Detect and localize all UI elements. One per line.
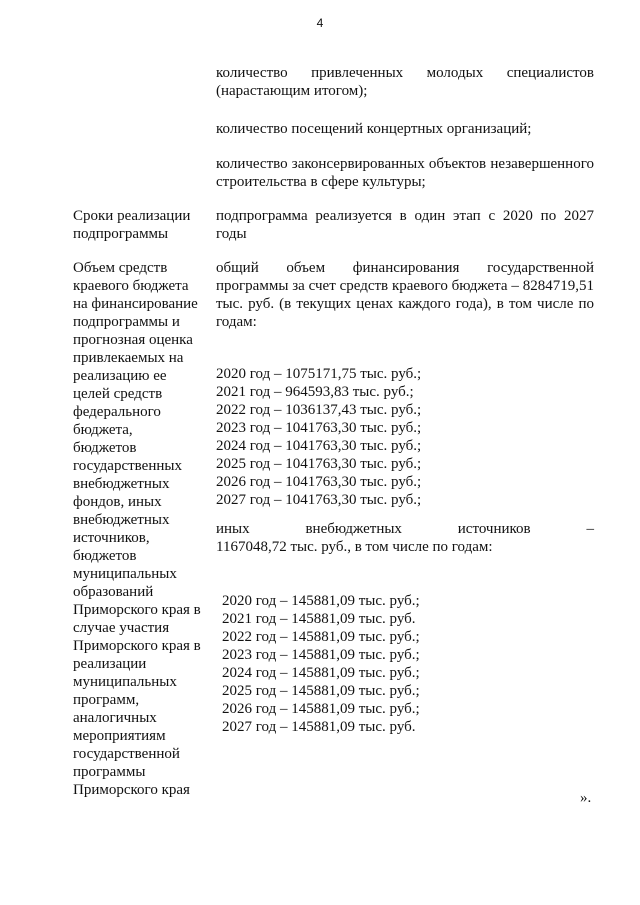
extra-year-item: 2023 год – 145881,09 тыс. руб.; [222,647,420,663]
volume-label-line: внебюджетных [73,476,170,492]
regional-year-item: 2022 год – 1036137,43 тыс. руб.; [216,402,422,418]
volume-label-line: муниципальных [73,566,177,582]
volume-label-line: подпрограммы и [73,314,180,330]
regional-year-item: 2026 год – 1041763,30 тыс. руб.; [216,474,422,490]
volume-label-line: программы [73,764,146,780]
volume-label-line: Приморского края в [73,602,201,618]
volume-label-line: случае участия [73,620,170,636]
volume-label-line: бюджетов [73,440,137,456]
extra-year-item: 2027 год – 145881,09 тыс. руб. [222,719,416,735]
volume-label-line: государственной [73,746,180,762]
volume-label-line: прогнозная оценка [73,332,193,348]
regional-year-item: 2024 год – 1041763,30 тыс. руб.; [216,438,422,454]
terms-value: подпрограмма реализуется в один этап с 2020 по 2027 годы [216,208,594,242]
extra-years-list [222,592,420,736]
intro-item-3: количество законсервированных объектов незавершенного строительства в сфере культуры; [216,156,594,190]
page-number: 4 [316,16,324,30]
extra-year-item: 2026 год – 145881,09 тыс. руб.; [222,701,420,717]
volume-label-line: на финансирование [73,296,198,312]
volume-label-line: фондов, иных [73,494,162,510]
volume-label-line: реализации [73,656,147,672]
volume-label-line: федерального [73,404,161,420]
volume-label-line: аналогичных [73,710,157,726]
volume-label-line: привлекаемых на [73,350,184,366]
regional-year-item: 2021 год – 964593,83 тыс. руб.; [216,384,414,400]
regional-budget-intro: общий объем финансирования государственной программы за счет средств краевого бюджета – 8284719,51 тыс. руб. (в текущих ценах каждого года), в том числе по годам: [216,260,594,330]
intro-item-2: количество посещений концертных организаций; [216,121,532,137]
volume-label-line: целей средств [73,386,163,402]
extra-year-item: 2022 год – 145881,09 тыс. руб.; [222,629,420,645]
volume-label-line: Приморского края [73,782,190,798]
closing-quote-mark: ». [580,790,592,806]
volume-label-line: бюджета, [73,422,133,438]
regional-year-item: 2025 год – 1041763,30 тыс. руб.; [216,456,422,472]
regional-year-item: 2023 год – 1041763,30 тыс. руб.; [216,420,422,436]
regional-years-list [216,365,421,509]
terms-label: Сроки реализации подпрограммы [73,208,191,242]
volume-label-line: источников, [73,530,150,546]
volume-label-line: муниципальных [73,674,177,690]
regional-year-item: 2020 год – 1075171,75 тыс. руб.; [216,366,422,382]
volume-label-line: реализацию ее [73,368,167,384]
volume-label-line: бюджетов [73,548,137,564]
extra-year-item: 2020 год – 145881,09 тыс. руб.; [222,593,420,609]
regional-year-item: 2027 год – 1041763,30 тыс. руб.; [216,492,422,508]
volume-label [73,259,209,799]
volume-label-line: мероприятиям [73,728,166,744]
volume-label-line: Приморского края в [73,638,201,654]
extra-year-item: 2025 год – 145881,09 тыс. руб.; [222,683,420,699]
volume-label-line: краевого бюджета [73,278,189,294]
volume-label-line: внебюджетных [73,512,170,528]
extra-budget-intro-line1: иных внебюджетных источников – [216,521,594,537]
extra-year-item: 2021 год – 145881,09 тыс. руб. [222,611,416,627]
intro-item-1: количество привлеченных молодых специалистов (нарастающим итогом); [216,65,594,99]
extra-year-item: 2024 год – 145881,09 тыс. руб.; [222,665,420,681]
volume-label-line: Объем средств [73,260,168,276]
volume-label-line: государственных [73,458,182,474]
volume-label-line: программ, [73,692,140,708]
volume-label-line: образований [73,584,154,600]
extra-budget-intro-line2: 1167048,72 тыс. руб., в том числе по годам: [216,539,493,555]
